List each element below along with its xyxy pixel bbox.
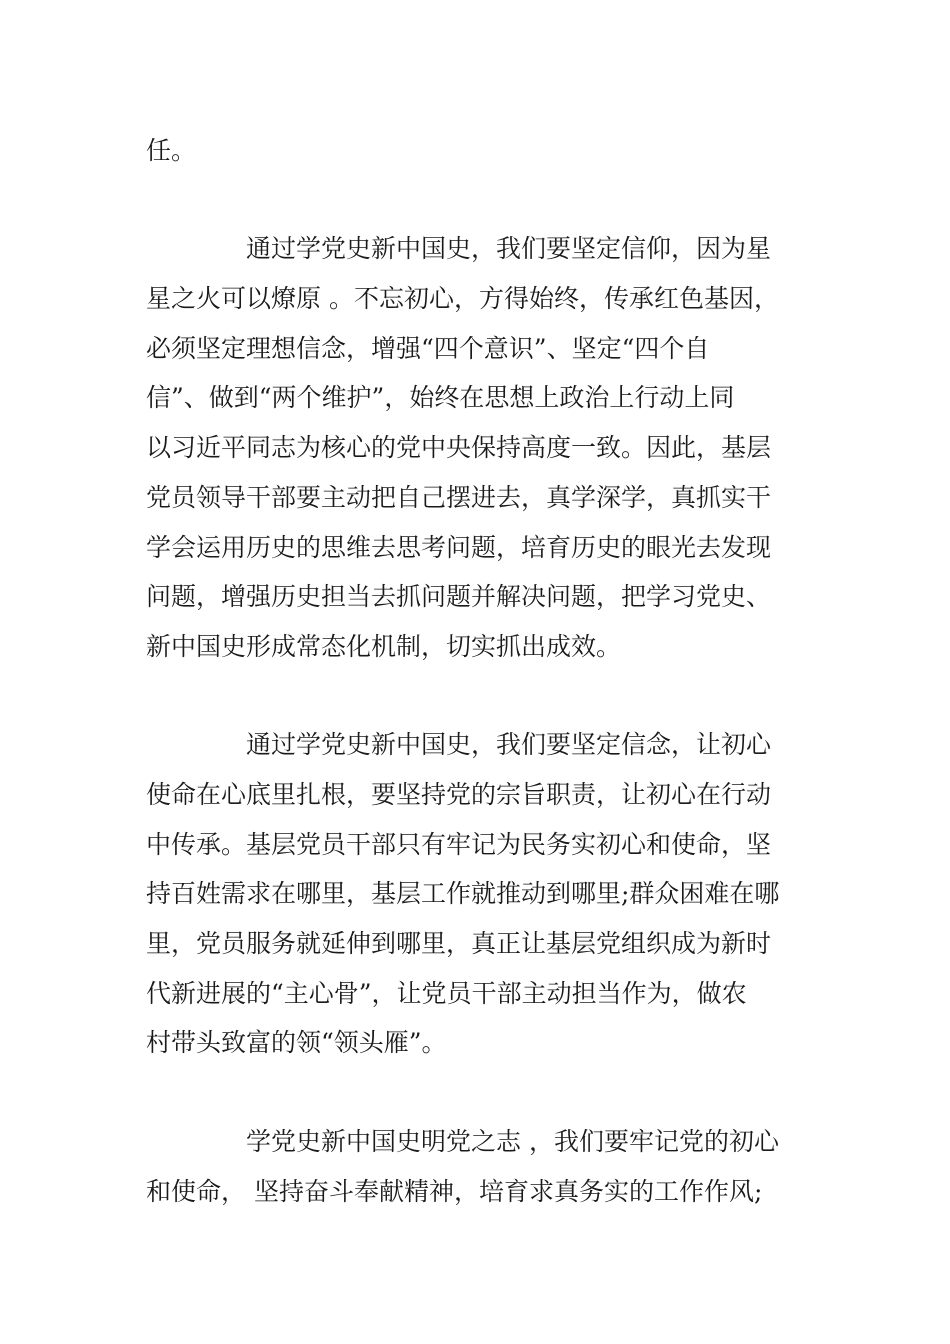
text-line: 问题，增强历史担当去抓问题并解决问题，把学习党史、 (146, 582, 772, 611)
text-line: 里，党员服务就延伸到哪里，真正让基层党组织成为新时 (146, 929, 772, 958)
text-line: 以习近平同志为核心的党中央保持高度一致。因此，基层 (146, 433, 772, 462)
text-line: 星之火可以燎原 。不忘初心，方得始终，传承红色基因， (146, 284, 779, 313)
text-line: 新中国史形成常态化机制，切实抓出成效。 (146, 632, 622, 661)
text-line: 必须坚定理想信念，增强“四个意识”、坚定“四个自 (146, 334, 710, 363)
paragraph-first-line: 学党史新中国史明党之志 ，我们要牢记党的初心 (246, 1127, 779, 1156)
text-line: 和使命， 坚持奋斗奉献精神，培育求真务实的工作作风; (146, 1177, 763, 1206)
text-line: 持百姓需求在哪里，基层工作就推动到哪里;群众困难在哪 (146, 879, 780, 908)
text-line: 学会运用历史的思维去思考问题，培育历史的眼光去发现 (146, 533, 772, 562)
text-line: 村带头致富的领“领头雁”。 (146, 1028, 447, 1057)
text-line: 信”、做到“两个维护”，始终在思想上政治上行动上同 (146, 383, 735, 412)
text-line: 任。 (146, 136, 197, 165)
text-line: 代新进展的“主心骨”，让党员干部主动担当作为，做农 (146, 979, 747, 1008)
text-line: 使命在心底里扎根，要坚持党的宗旨职责，让初心在行动 (146, 780, 772, 809)
text-line: 中传承。基层党员干部只有牢记为民务实初心和使命，坚 (146, 830, 772, 859)
paragraph-first-line: 通过学党史新中国史，我们要坚定信念，让初心 (246, 730, 772, 759)
paragraph-first-line: 通过学党史新中国史，我们要坚定信仰，因为星 (246, 234, 772, 263)
text-line: 党员领导干部要主动把自己摆进去，真学深学，真抓实干 (146, 483, 772, 512)
